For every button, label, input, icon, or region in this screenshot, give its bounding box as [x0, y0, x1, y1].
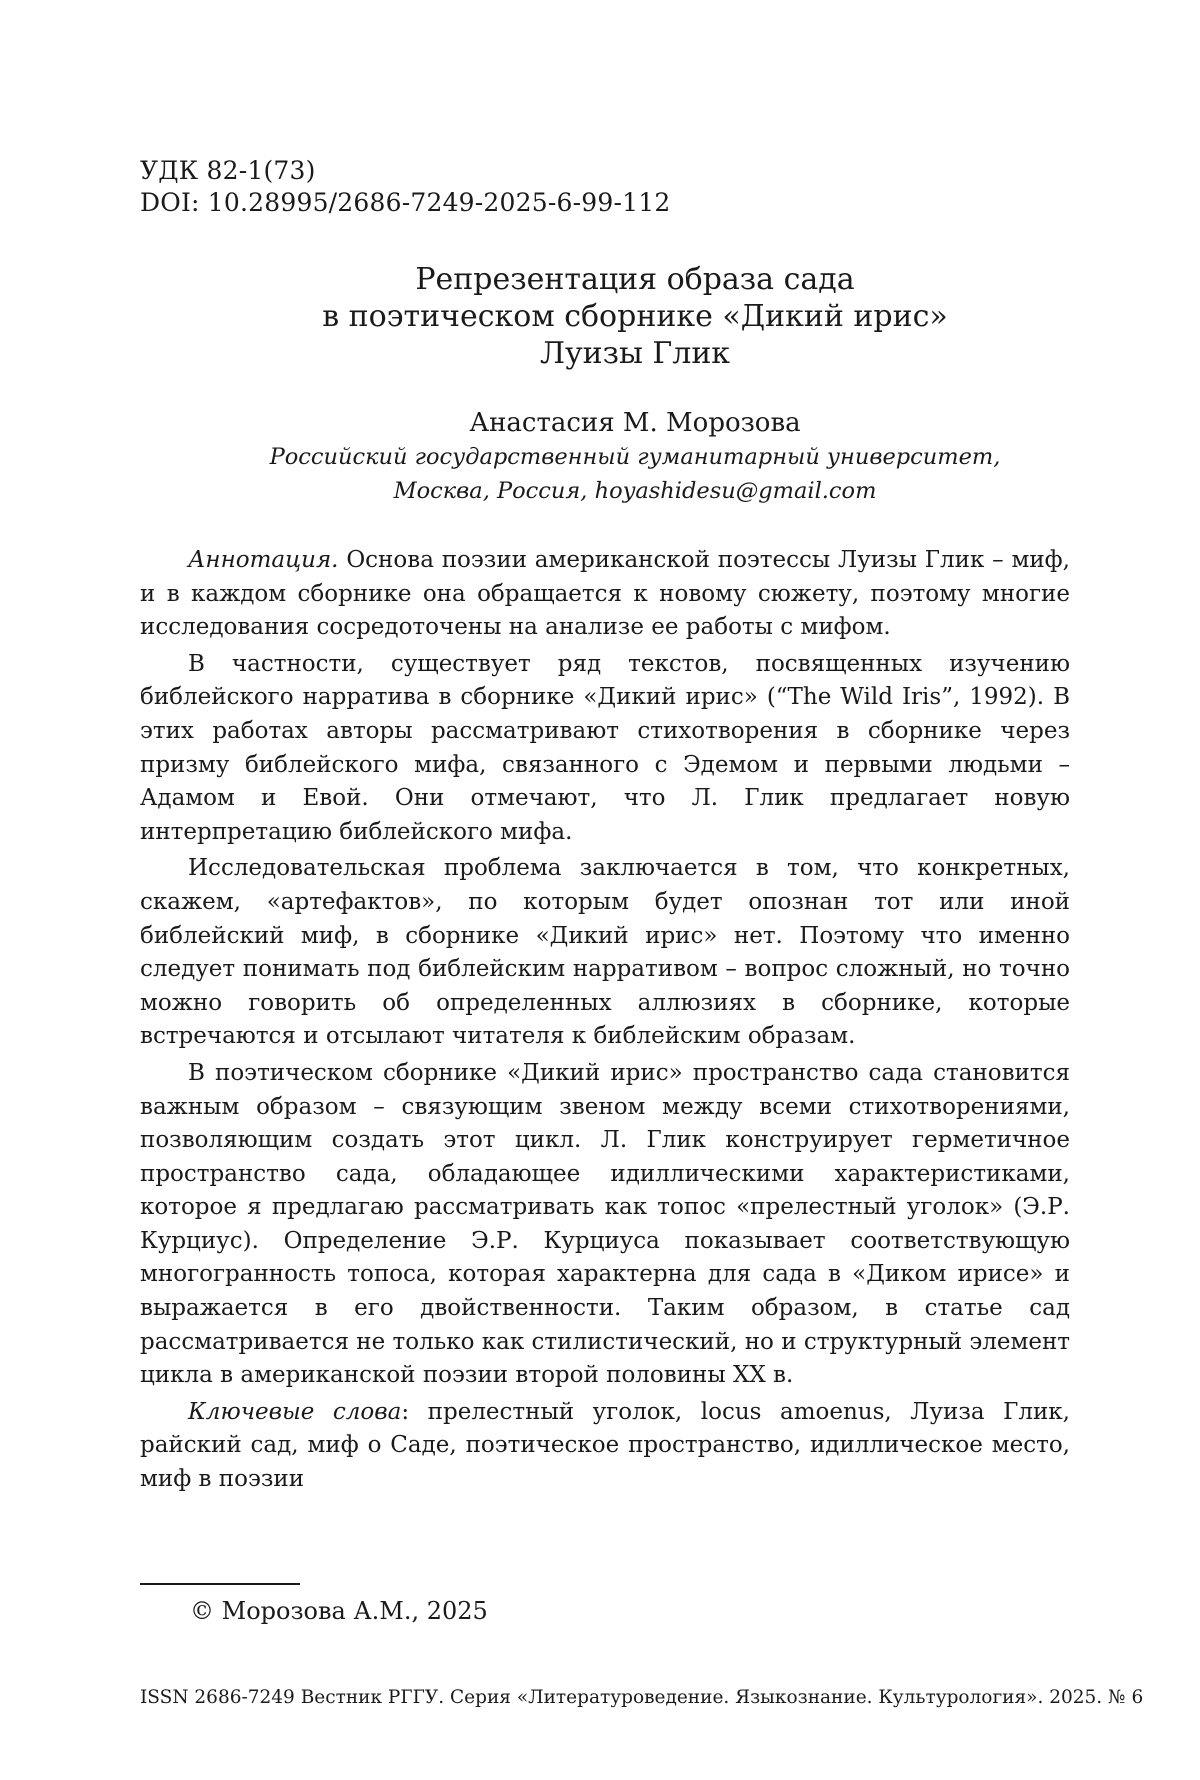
title-line: Репрезентация образа сада	[200, 261, 1070, 298]
abstract-paragraph: В частности, существует ряд текстов, посвященных изучению библейского нарратива в сборнике «Дикий ирис» (“The Wild Iris”, 1992). В этих работах авторы рассматривают стихотворения в сборнике через призму библейского мифа, связанного с Эдемом и первыми людьми – Адамом и Евой. Они отмечают, что Л. Глик предлагает новую интерпретацию библейского мифа.	[140, 648, 1070, 850]
keywords-text: : прелестный уголок, locus amoenus, Луиза Глик, райский сад, миф о Саде, поэтическое пространство, идиллическое место, миф в поэзии	[140, 1399, 1070, 1492]
title-line: в поэтическом сборнике «Дикий ирис»	[200, 298, 1070, 335]
footnote-divider	[140, 1583, 300, 1585]
udk-code: УДК 82-1(73)	[140, 155, 1070, 187]
author-name: Анастасия М. Морозова	[140, 406, 1070, 440]
abstract-paragraph	[140, 544, 1070, 645]
journal-footer: ISSN 2686-7249 Вестник РГГУ. Серия «Литературоведение. Языкознание. Культурология». 2025. № 6	[140, 1686, 1070, 1710]
copyright-note: © Морозова А.М., 2025	[190, 1596, 488, 1626]
abstract-paragraph: Исследовательская проблема заключается в том, что конкретных, скажем, «артефактов», по которым будет опознан тот или иной библейский миф, в сборнике «Дикий ирис» нет. Поэтому что именно следует понимать под библейским нарративом – вопрос сложный, но точно можно говорить об определенных аллюзиях в сборнике, которые встречаются и отсылают читателя к библейским образам.	[140, 852, 1070, 1054]
keywords	[140, 1396, 1070, 1497]
doi[interactable]: DOI: 10.28995/2686-7249-2025-6-99-112	[140, 187, 1070, 219]
author-affiliation: Российский государственный гуманитарный университет,	[140, 440, 1070, 474]
keywords-label: Ключевые слова	[188, 1399, 401, 1425]
article-header	[140, 155, 1070, 219]
abstract	[140, 544, 1070, 1497]
title-line: Луизы Глик	[200, 335, 1070, 372]
article-page	[140, 155, 1070, 1500]
author-location-email: Москва, Россия, hoyashidesu@gmail.com	[140, 474, 1070, 508]
abstract-paragraph: В поэтическом сборнике «Дикий ирис» пространство сада становится важным образом – связующим звеном между всеми стихотворениями, позволяющим создать этот цикл. Л. Глик конструирует герметичное пространство сада, обладающее идиллическими характеристиками, которое я предлагаю рассматривать как топос «прелестный уголок» (Э.Р. Курциус). Определение Э.Р. Курциуса показывает соответствующую многогранность топоса, которая характерна для сада в «Диком ирисе» и выражается в его двойственности. Таким образом, в статье сад рассматривается не только как стилистический, но и структурный элемент цикла в американской поэзии второй половины XX в.	[140, 1057, 1070, 1393]
article-title	[140, 261, 1070, 372]
abstract-text: Основа поэзии американской поэтессы Луизы Глик – миф, и в каждом сборнике она обращается к новому сюжету, поэтому многие исследования сосредоточены на анализе ее работы с мифом.	[140, 547, 1070, 640]
abstract-label: Аннотация.	[188, 547, 339, 573]
